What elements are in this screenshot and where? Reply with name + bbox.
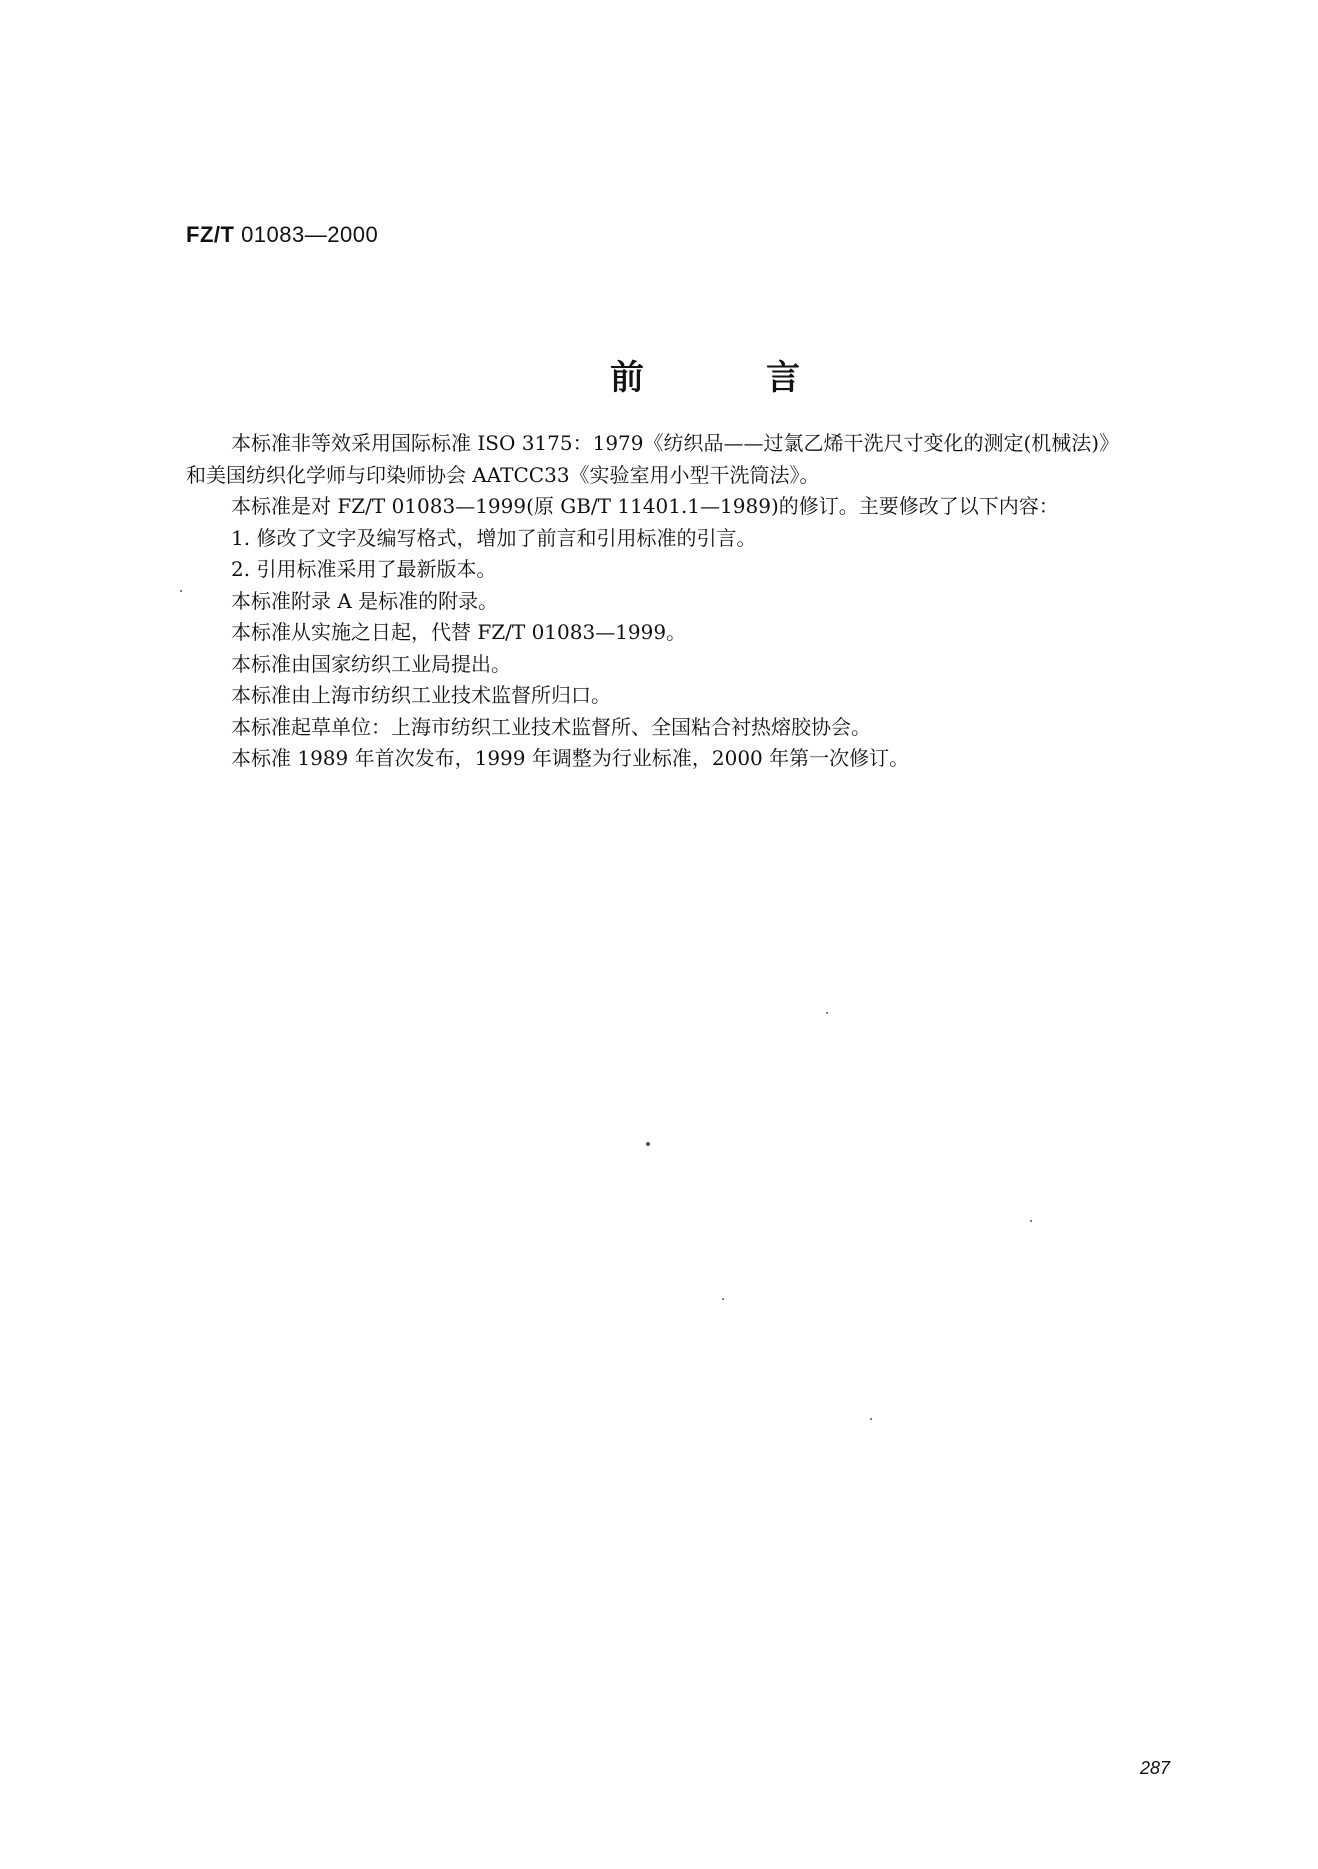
- scan-speck: [722, 1298, 724, 1300]
- list-item-change-1: 1. 修改了文字及编写格式，增加了前言和引用标准的引言。: [231, 525, 757, 550]
- page-number: 287: [1140, 1758, 1171, 1778]
- paragraph-drafting-units: 本标准起草单位：上海市纺织工业技术监督所、全国粘合衬热熔胶协会。: [231, 714, 871, 739]
- paragraph-replacement: 本标准从实施之日起，代替 FZ/T 01083—1999。: [231, 620, 687, 644]
- document-code-number: 01083—2000: [241, 222, 379, 247]
- scan-speck: [826, 1012, 828, 1014]
- list-item-change-2: 2. 引用标准采用了最新版本。: [231, 557, 497, 581]
- paragraph-history: 本标准 1989 年首次发布，1999 年调整为行业标准，2000 年第一次修订。: [231, 746, 910, 770]
- foreword-body: [186, 428, 1246, 775]
- paragraph-centralized: 本标准由上海市纺织工业技术监督所归口。: [231, 683, 611, 707]
- scan-speck: [180, 590, 182, 592]
- scan-speck: [870, 1418, 872, 1420]
- paragraph-adoption-line-1: 本标准非等效采用国际标准 ISO 3175：1979《纺织品——过氯乙烯干洗尺寸变化的测定(机械法)》: [231, 431, 1120, 455]
- paragraph-appendix: 本标准附录 A 是标准的附录。: [231, 588, 499, 613]
- paragraph-adoption-line-2: 和美国纺织化学师与印染师协会 AATCC33《实验室用小型干洗筒法》。: [186, 462, 820, 487]
- document-code: [186, 222, 378, 248]
- scan-speck: [1030, 1220, 1032, 1222]
- page-title-char-1: 前: [610, 358, 644, 398]
- paragraph-revision: 本标准是对 FZ/T 01083—1999(原 GB/T 11401.1—1989)的修订。主要修改了以下内容：: [231, 494, 1059, 518]
- document-code-prefix: FZ/T: [186, 222, 235, 247]
- page-title-char-2: 言: [766, 358, 800, 398]
- scan-speck: [646, 1142, 650, 1146]
- page-title: [610, 350, 800, 399]
- paragraph-proposer: 本标准由国家纺织工业局提出。: [231, 651, 511, 676]
